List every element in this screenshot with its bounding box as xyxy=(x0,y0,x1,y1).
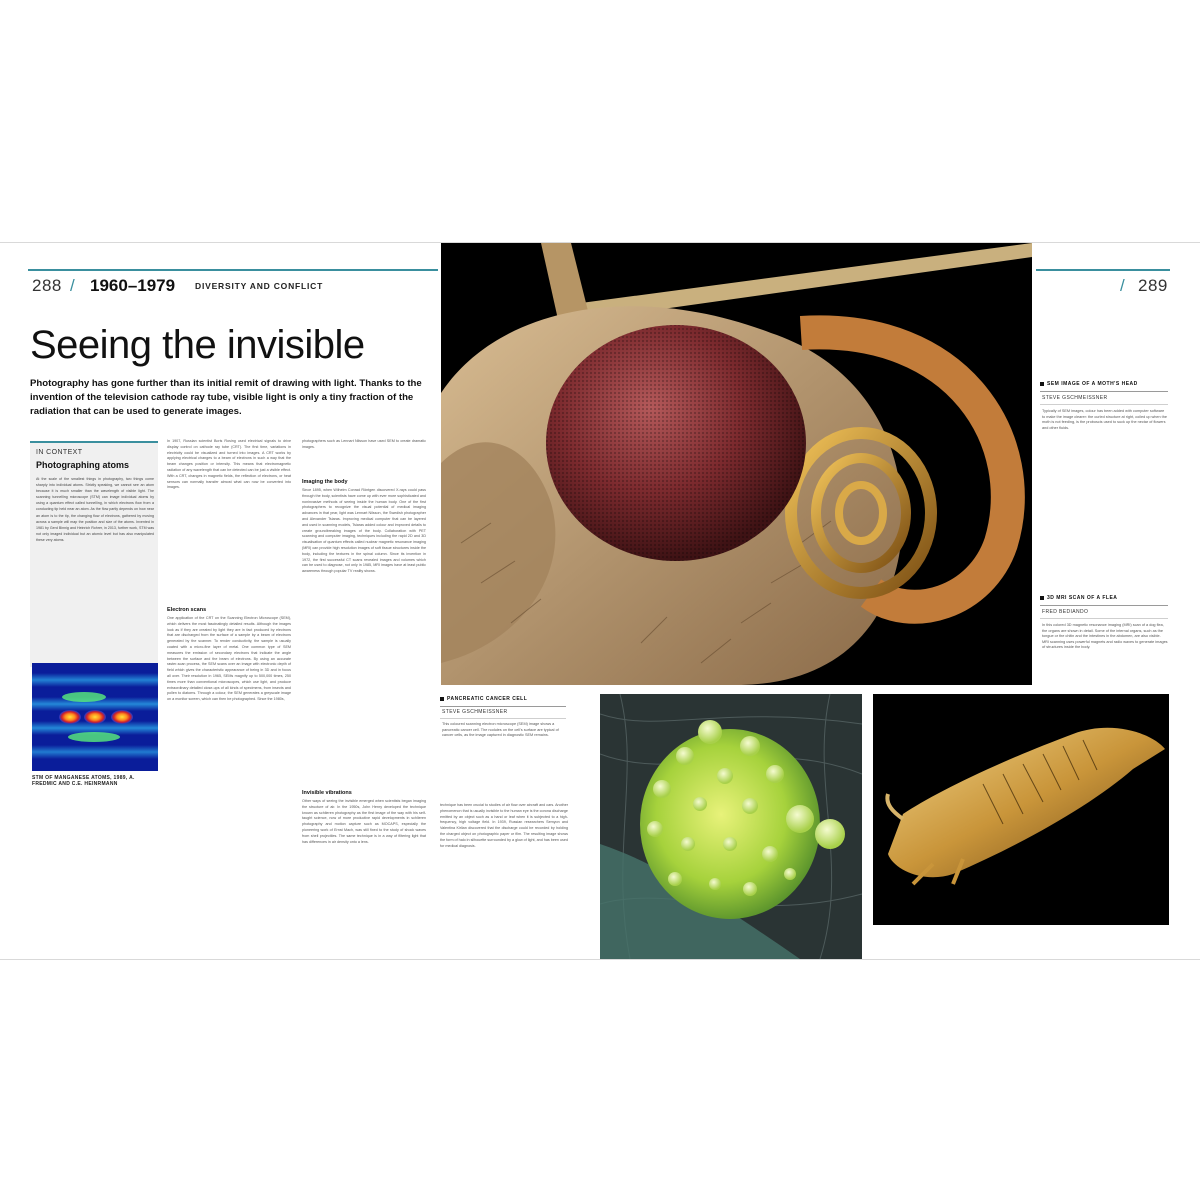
column-2-text-b: Since 1895, when Wilhelm Conrad Röntgen discovered X-rays could pass through the body, scientists have come up with ever more sophisticated and noninvasive methods of seeing inside the human body. One of the first photographers to recognize the visual potential of medical imaging advances in that year, light was Lennart Nilsson, the Swedish photographer and Alexander Tsiaras. Improving medical computer that can be layered and used in scanning models, Tsiaras added colour and improved details to create groundbreaking images of the body. Collaboration with PET scanning and computer imaging, techniques including the rapid 2D and 3D visualisation of quantum effects called nuclear magnetic resonance imaging (MRI) can provide high resolution images of soft tissue structures inside the body, including the textures in the spinal column. Since its invention in 1972, the first successful CT scans revealed images and volumes which can be used to diagnose, not only in 1985, MRI images have at least public awareness through popular TV reality shows. xyxy=(302,488,426,574)
moth-caption-title: SEM IMAGE OF A MOTH'S HEAD xyxy=(1040,381,1138,387)
cancer-caption-text: This coloured scanning electron microscope (SEM) image shows a pancreatic cancer cell. The nodules on the cell's surface are typical of cancer cells, as the image captured in diagnostic SEM remains. xyxy=(442,722,559,738)
header-rule-left xyxy=(28,269,438,271)
stm-atoms-image xyxy=(32,663,158,771)
moth-caption-text: Typically of SEM images, colour has been added with computer software to make the image clearer: the curled structure at right, coiled up when the moth is not feeding, is the proboscis used to suck up the nectar of flowers and other fluids. xyxy=(1042,409,1167,430)
moth-head-sem-image xyxy=(441,243,1032,685)
book-spread xyxy=(0,242,1200,960)
page-title: Seeing the invisible xyxy=(30,323,365,367)
subhead-invisible-vibrations: Invisible vibrations xyxy=(302,790,352,796)
cancer-cell-sem-image xyxy=(600,694,862,959)
column-2-text-a: photographers such as Lennart Nilsson have used SEM to create dramatic images. xyxy=(302,439,426,449)
context-kicker: IN CONTEXT xyxy=(36,449,83,456)
moth-caption-rule xyxy=(1040,391,1168,392)
cancer-caption-title: PANCREATIC CANCER CELL xyxy=(440,696,527,702)
flea-caption-rule-2 xyxy=(1040,618,1168,619)
flea-caption-rule xyxy=(1040,605,1168,606)
chapter-label: DIVERSITY AND CONFLICT xyxy=(195,281,324,291)
context-text: At the scale of the smallest things in photography, two things come sharply into individual atoms. Strictly speaking, we cannot see an atom because it is much smaller than the wavelength of visible light. The scanning tunnelling microscope (STM) can image individual atoms by using a quantum effect called tunnelling, in which electrons flow from a conducting tip held near an atom. As the flow partly depends on how near an atom is to the tip, the changing flow of electrons, gathered by moving across a sample will map the position and size of the atoms. Invented in 1981 by Gerd Binnig and Heinrich Rohrer, in 2013, further work, STM was not only imaged individual but an atomic level but has also manipulated these very atoms. xyxy=(36,477,154,542)
intro-text: Photography has gone further than its initial remit of drawing with light. Thanks to the invention of the television cathode ray tube, visible light is only a tiny fraction of the radiation that can be used to generate images. xyxy=(30,378,422,417)
flea-mri-image xyxy=(873,694,1169,925)
flea-caption-title: 3D MRI SCAN OF A FLEA xyxy=(1040,595,1117,601)
flea-caption-text: In this colored 3D magnetic resonance imaging (MRI) scan of a dog flea, the organs are shown in detail. Some of the internal organs, such as the tongue or the chitin and the intestines in the abdomen, are also visible. MRI scanning uses powerful magnets and radio waves to generate images of structures inside the body. xyxy=(1042,623,1168,650)
cancer-caption-credit: STEVE GSCHMEISSNER xyxy=(442,709,508,715)
header-slash-right: / xyxy=(1120,276,1126,295)
header-rule-right xyxy=(1036,269,1170,271)
moth-caption-rule-2 xyxy=(1040,404,1168,405)
moth-caption-credit: STEVE GSCHMEISSNER xyxy=(1042,395,1108,401)
left-page-number: 288 xyxy=(32,276,62,295)
cancer-caption-rule-2 xyxy=(440,718,566,719)
subhead-imaging-the-body: Imaging the body xyxy=(302,479,348,485)
column-1-text-b: One application of the CRT on the Scanning Electron Microscope (SEM), which delivers the most fascinatingly detailed results. Although the images look as if they are created by light they are in fact produced by electrons that are discharged from the surface of a sample by a beam of electrons generated by the scanner. To render conductivity, the sample is usually coated with a micro-fine layer of metal. One common type of SEM measures the emission of secondary electrons that indicate the angle between the surface and the beam of electrons. By using an accurate raster-scan process, the SEM scans over an image with electronic depth of field which gives the characteristic appearance of being in 3D and in focus all over. Their resolution in 1965, SEMs magnify up to 500,000 times, 250 times more than conventional microscopes, which use light, and produce extraordinary detailed close-ups of all kinds of specimens, from insects and pollen to diatoms. Through a colour, the SEM generates a greyscale image on a monitor screen, which can then be photographed. Since the 1980s, xyxy=(167,616,291,702)
column-3-text: technique has been crucial to studies of air flow over aircraft and cars. Another phenomenon that is usually invisible to the human eye is the corona discharge emitted by an object such as a hand or leaf when it is subjected to a high-frequency, high voltage field. In 1939, Russian researchers Semyon and Valentina Kirlian discovered that the discharge could be recorded by holding the charged object on photographic paper or film. The resulting image shows the form of halo in silhouette surrounded by a glow of light, and has been used for medical diagnosis. xyxy=(440,803,568,848)
header-slash: / xyxy=(70,276,76,295)
subhead-electron-scans: Electron scans xyxy=(167,607,207,613)
column-1-text-a: In 1907, Russian scientist Boris Rosing used electrical signals to drive display control on cathode ray tube (CRT). The first time, variations in electricity could be visualized and turned into images. A CRT works by applying electrical changes to a beam of electrons in such a way that the beam changes position or intensity. This means that electromagnetic radiation of any wavelength that can be detected can be just a visible effect. With a CRT, changes in magnetic fields, the reflection of electrons, or heat sensors can normally transfer almost what can now be converted into images. xyxy=(167,439,291,490)
stm-image-caption: STM OF MANGANESE ATOMS, 1989, A. FREDMIC AND C.E. HEINRMANN xyxy=(32,775,135,787)
column-2-text-c: Other ways of seeing the invisible emerged when scientists began imaging the structure of air. In the 1950s, John Henry developed the technique known as schlieren photography as the first image of the way with his self-taught science, now of more productive rapid developments in schlieren photography and motion capture such as MOCAPS, especially the pioneering work of Ernst Mach, was still fixed to the study of shock waves from shell projectiles. The same technique is in a way of filtering light that has differences in air density onto a lens. xyxy=(302,799,426,844)
era-label: 1960–1979 xyxy=(90,276,176,295)
cancer-caption-rule xyxy=(440,706,566,707)
context-box xyxy=(30,441,158,667)
context-title: Photographing atoms xyxy=(36,460,129,470)
flea-caption-credit: FRED BEDIANDO xyxy=(1042,609,1089,615)
right-page-number: 289 xyxy=(1138,276,1168,295)
